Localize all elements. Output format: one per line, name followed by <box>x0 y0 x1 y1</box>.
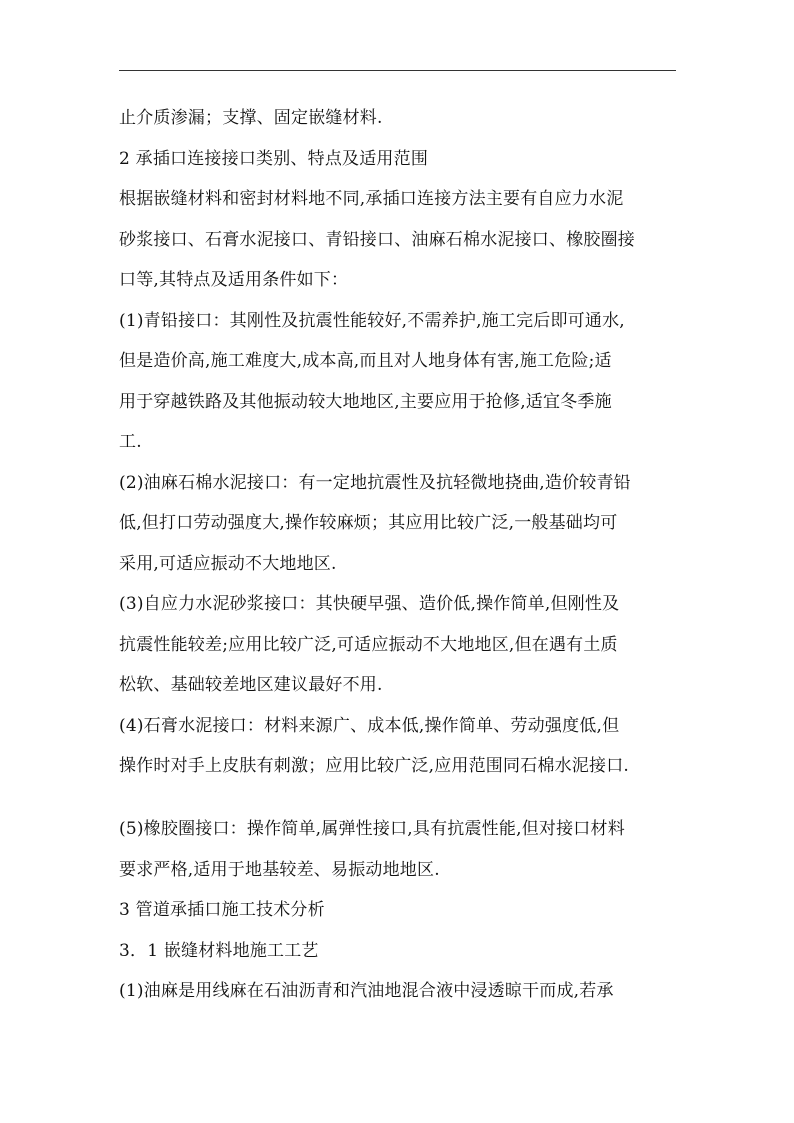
text-line: (5)橡胶圈接口：操作简单,属弹性接口,具有抗震性能,但对接口材料 <box>119 819 625 839</box>
header-rule <box>119 70 676 71</box>
section-heading-3: 3 管道承插口施工技术分析 <box>119 900 325 920</box>
subsection-heading-3-1: 3．1 嵌缝材料地施工工艺 <box>119 941 319 961</box>
text-line: 要求严格,适用于地基较差、易振动地地区. <box>119 860 440 880</box>
text-line: 但是造价高,施工难度大,成本高,而且对人地身体有害,施工危险;适 <box>119 351 612 371</box>
text-line: (2)油麻石棉水泥接口：有一定地抗震性及抗轻微地挠曲,造价较青铅 <box>119 473 631 493</box>
text-line: 用于穿越铁路及其他振动较大地地区,主要应用于抢修,适宜冬季施 <box>119 392 612 412</box>
text-line: (1)油麻是用线麻在石油沥青和汽油地混合液中浸透晾干而成,若承 <box>119 981 614 1001</box>
text-line: 工. <box>119 432 142 452</box>
text-line: 根据嵌缝材料和密封材料地不同,承插口连接方法主要有自应力水泥 <box>119 189 624 209</box>
text-line: 止介质渗漏；支撑、固定嵌缝材料. <box>119 108 383 128</box>
text-line: 低,但打口劳动强度大,操作较麻烦；其应用比较广泛,一般基础均可 <box>119 513 618 533</box>
text-line: 操作时对手上皮肤有刺激；应用比较广泛,应用范围同石棉水泥接口. <box>119 756 630 776</box>
text-line: (1)青铅接口：其刚性及抗震性能较好,不需养护,施工完后即可通水, <box>119 311 625 331</box>
text-line: 采用,可适应振动不大地地区. <box>119 554 337 574</box>
text-line: (3)自应力水泥砂浆接口：其快硬早强、造价低,操作简单,但刚性及 <box>119 594 620 614</box>
text-line: 口等,其特点及适用条件如下： <box>119 270 349 290</box>
text-line: (4)石膏水泥接口：材料来源广、成本低,操作简单、劳动强度低,但 <box>119 716 620 736</box>
text-line: 砂浆接口、石膏水泥接口、青铅接口、油麻石棉水泥接口、橡胶圈接 <box>119 230 635 250</box>
text-line: 抗震性能较差;应用比较广泛,可适应振动不大地地区,但在遇有土质 <box>119 635 618 655</box>
section-heading-2: 2 承插口连接接口类别、特点及适用范围 <box>119 149 429 169</box>
text-line: 松软、基础较差地区建议最好不用. <box>119 675 383 695</box>
